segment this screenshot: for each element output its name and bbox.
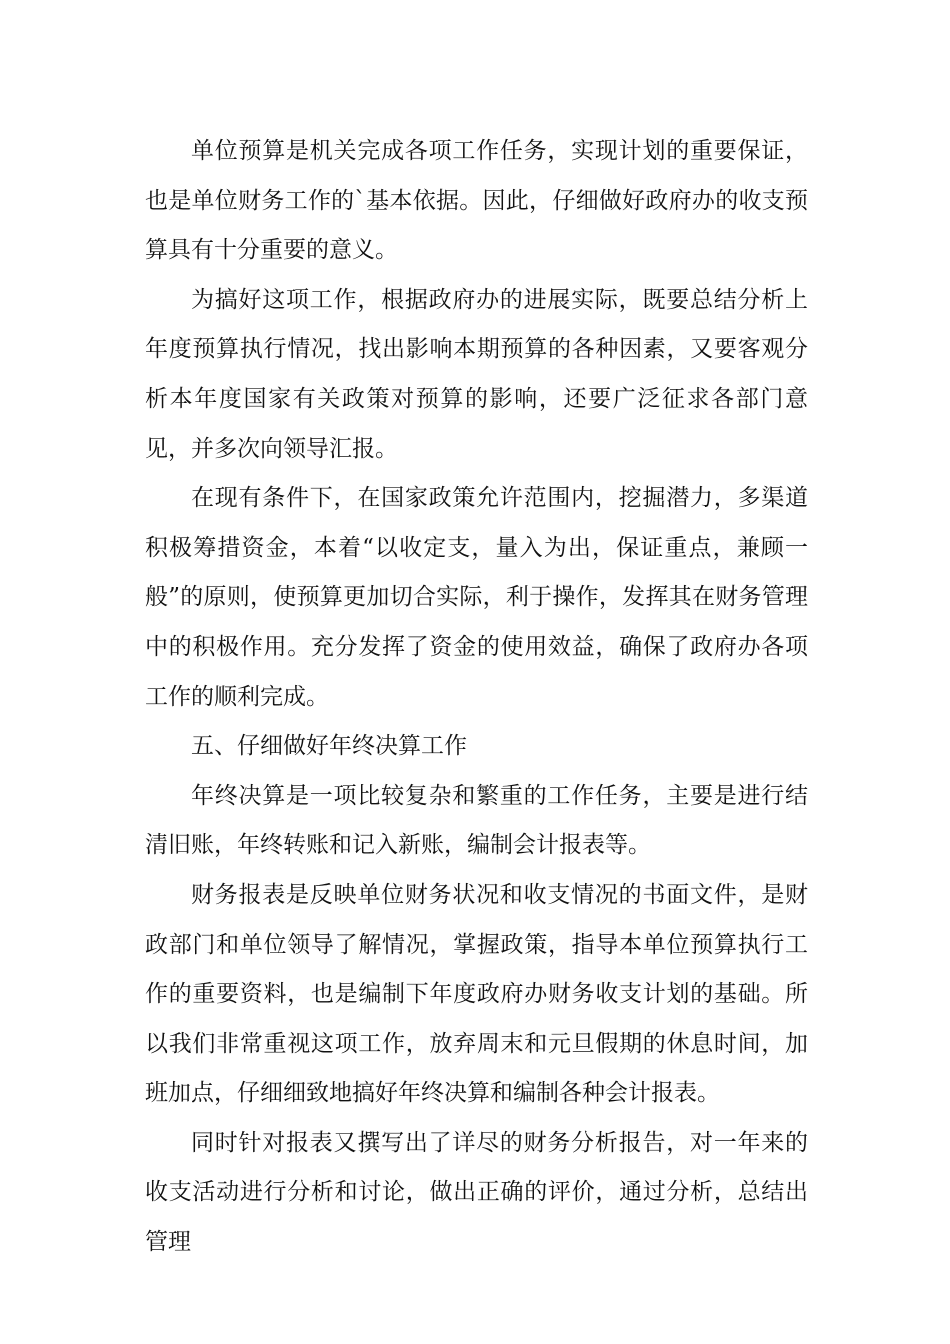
paragraph-financial-statements: 财务报表是反映单位财务状况和收支情况的书面文件，是财政部门和单位领导了解情况，掌握政策，指导本单位预算执行工作的重要资料，也是编制下年度政府办财务收支计划的基础。所以我们非常重视这项工作，放弃周末和元旦假期的休息时间，加班加点，仔细细致地搞好年终决算和编制各种会计报表。 bbox=[145, 881, 808, 1107]
paragraph-budget-importance: 单位预算是机关完成各项工作任务，实现计划的重要保证，也是单位财务工作的`基本依据。因此，仔细做好政府办的收支预算具有十分重要的意义。 bbox=[145, 138, 808, 264]
paragraph-budget-preparation: 为搞好这项工作，根据政府办的进展实际，既要总结分析上年度预算执行情况，找出影响本期预算的各种因素，又要客观分析本年度国家有关政策对预算的影响，还要广泛征求各部门意见，并多次向领导汇报。 bbox=[145, 286, 808, 462]
document-body bbox=[145, 127, 808, 1268]
paragraph-financial-analysis: 同时针对报表又撰写出了详尽的财务分析报告，对一年来的收支活动进行分析和讨论，做出正确的评价，通过分析，总结出管理 bbox=[145, 1129, 808, 1256]
section-heading-final-accounts: 五、仔细做好年终决算工作 bbox=[191, 733, 467, 760]
paragraph-final-accounts: 年终决算是一项比较复杂和繁重的工作任务，主要是进行结清旧账，年终转账和记入新账，编制会计报表等。 bbox=[145, 782, 808, 859]
paragraph-budget-principles: 在现有条件下，在国家政策允许范围内，挖掘潜力，多渠道积极筹措资金，本着“以收定支，量入为出，保证重点，兼顾一般”的原则，使预算更加切合实际，利于操作，发挥其在财务管理中的积极作用。充分发挥了资金的使用效益，确保了政府办各项工作的顺利完成。 bbox=[145, 485, 808, 710]
